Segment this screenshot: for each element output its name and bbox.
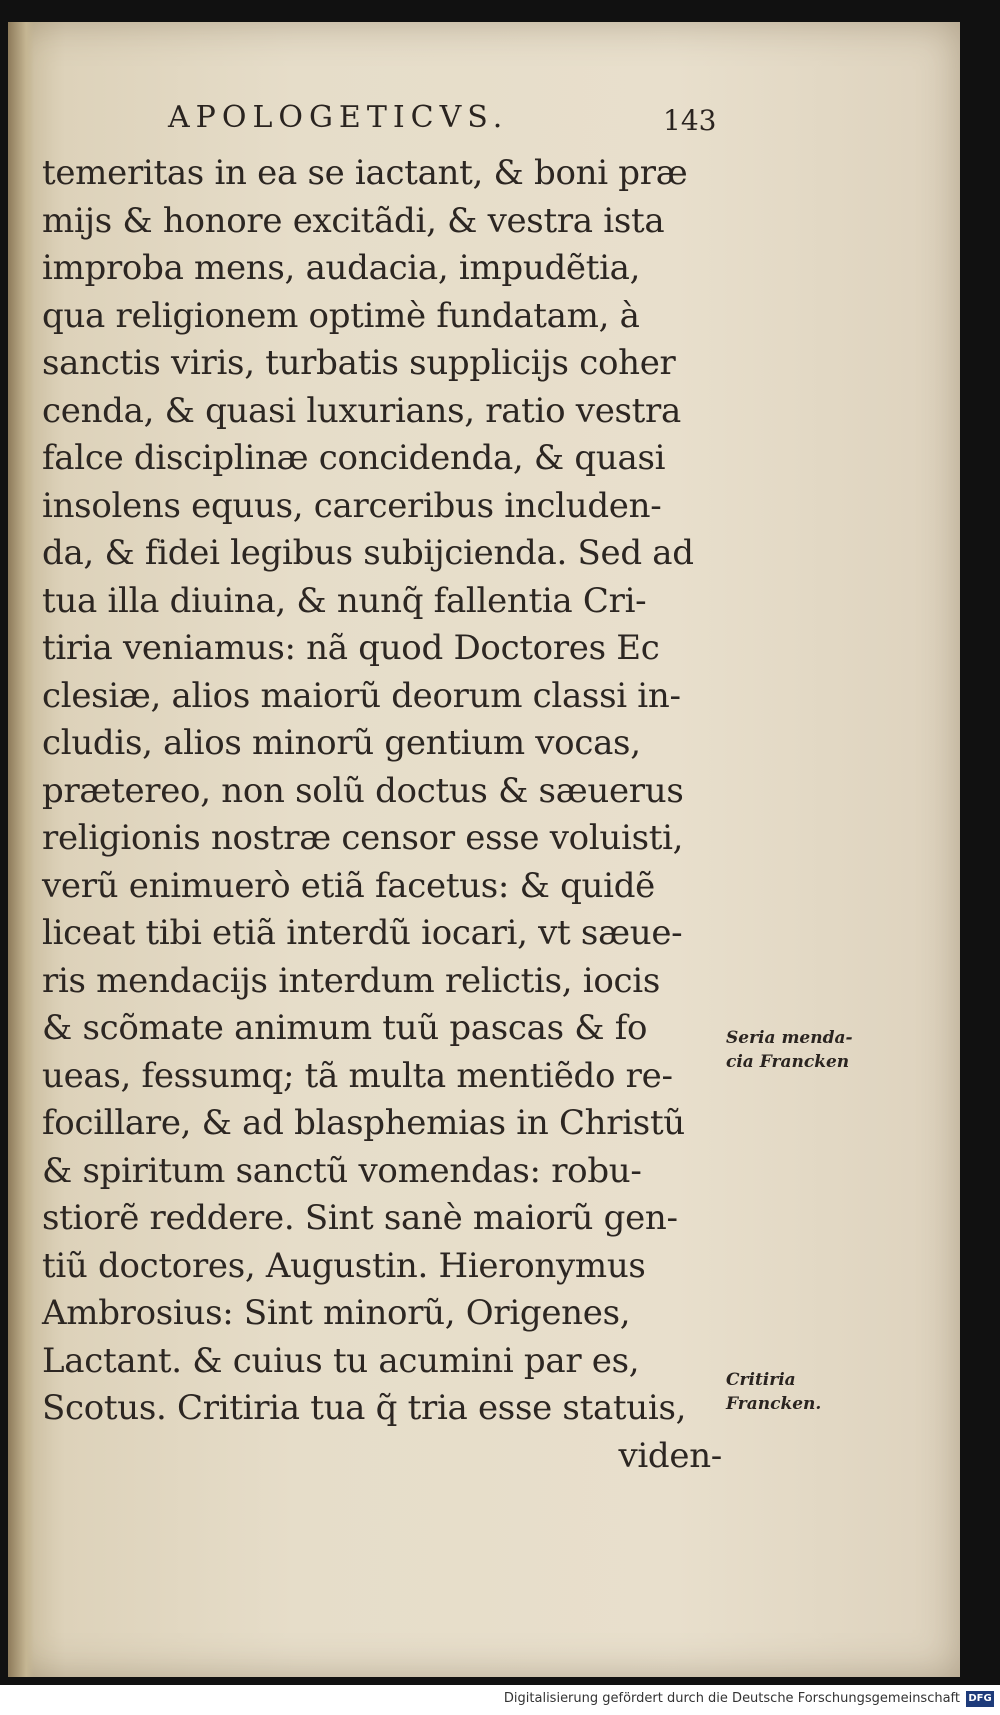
text-line: verũ enimuerò etiã facetus: & quidẽ	[42, 865, 655, 906]
margin-note-line: Seria menda-	[726, 1028, 853, 1048]
text-line: prætereo, non solũ doctus & sæuerus	[42, 770, 684, 811]
text-line: insolens equus, carceribus includen-	[42, 485, 662, 526]
text-line: temeritas in ea se iactant, & boni præ	[42, 153, 688, 193]
text-line: da, & fidei legibus subijcienda. Sed ad	[42, 533, 694, 573]
text-line: liceat tibi etiã interdũ iocari, vt sæue-	[42, 913, 683, 953]
page-number: 143	[663, 104, 717, 137]
text-line: ueas, fessumq; tã multa mentiẽdo re-	[42, 1055, 673, 1096]
text-line: tiria veniamus: nã quod Doctores Ec	[42, 628, 660, 668]
text-line: focillare, & ad blasphemias in Christũ	[42, 1103, 685, 1143]
margin-note	[726, 1368, 821, 1416]
text-line: & spiritum sanctũ vomendas: robu-	[42, 1150, 642, 1191]
margin-note-line: Critiria	[726, 1370, 796, 1390]
text-line: clesiæ, alios maiorũ deorum classi in-	[42, 675, 681, 716]
text-line: sanctis viris, turbatis supplicijs coher	[42, 343, 676, 383]
text-line: cludis, alios minorũ gentium vocas,	[42, 723, 641, 763]
margin-note-line: Francken.	[726, 1394, 822, 1414]
margin-note-line: cia Francken	[726, 1052, 850, 1072]
dfg-logo: DFG	[966, 1691, 994, 1707]
text-line: tua illa diuina, & nunq̃ fallentia Cri-	[42, 580, 647, 621]
text-line: cenda, & quasi luxurians, ratio vestra	[42, 390, 681, 431]
text-line: Lactant. & cuius tu acumini par es,	[42, 1340, 640, 1381]
page-gutter	[8, 22, 34, 1677]
text-line: improba mens, audacia, impudẽtia,	[42, 248, 641, 288]
text-line: falce disciplinæ concidenda, & quasi	[42, 438, 666, 478]
text-line: Scotus. Critiria tua q̃ tria esse statuis,	[42, 1388, 687, 1428]
book-page	[8, 22, 960, 1677]
text-line: tiũ doctores, Augustin. Hieronymus	[42, 1245, 646, 1286]
text-line: mijs & honore excitãdi, & vestra ista	[42, 200, 665, 241]
catchword: viden-	[618, 1435, 722, 1476]
text-line: & scõmate animum tuũ pascas & fo	[42, 1008, 648, 1048]
funding-credit: Digitalisierung gefördert durch die Deutsche Forschungsgemeinschaft	[503, 1691, 960, 1706]
text-line: religionis nostræ censor esse voluisti,	[42, 818, 684, 858]
footer-bar	[0, 1685, 1000, 1715]
text-line: ris mendacijs interdum relictis, iocis	[42, 960, 660, 1001]
text-line: Ambrosius: Sint minorũ, Origenes,	[42, 1293, 631, 1333]
text-line: qua religionem optimè fundatam, à	[42, 295, 640, 336]
margin-note	[726, 1026, 853, 1074]
text-line: stiorẽ reddere. Sint sanè maiorũ gen-	[42, 1198, 678, 1238]
body-text	[42, 150, 762, 1480]
running-head: APOLOGETICVS.	[168, 100, 509, 135]
